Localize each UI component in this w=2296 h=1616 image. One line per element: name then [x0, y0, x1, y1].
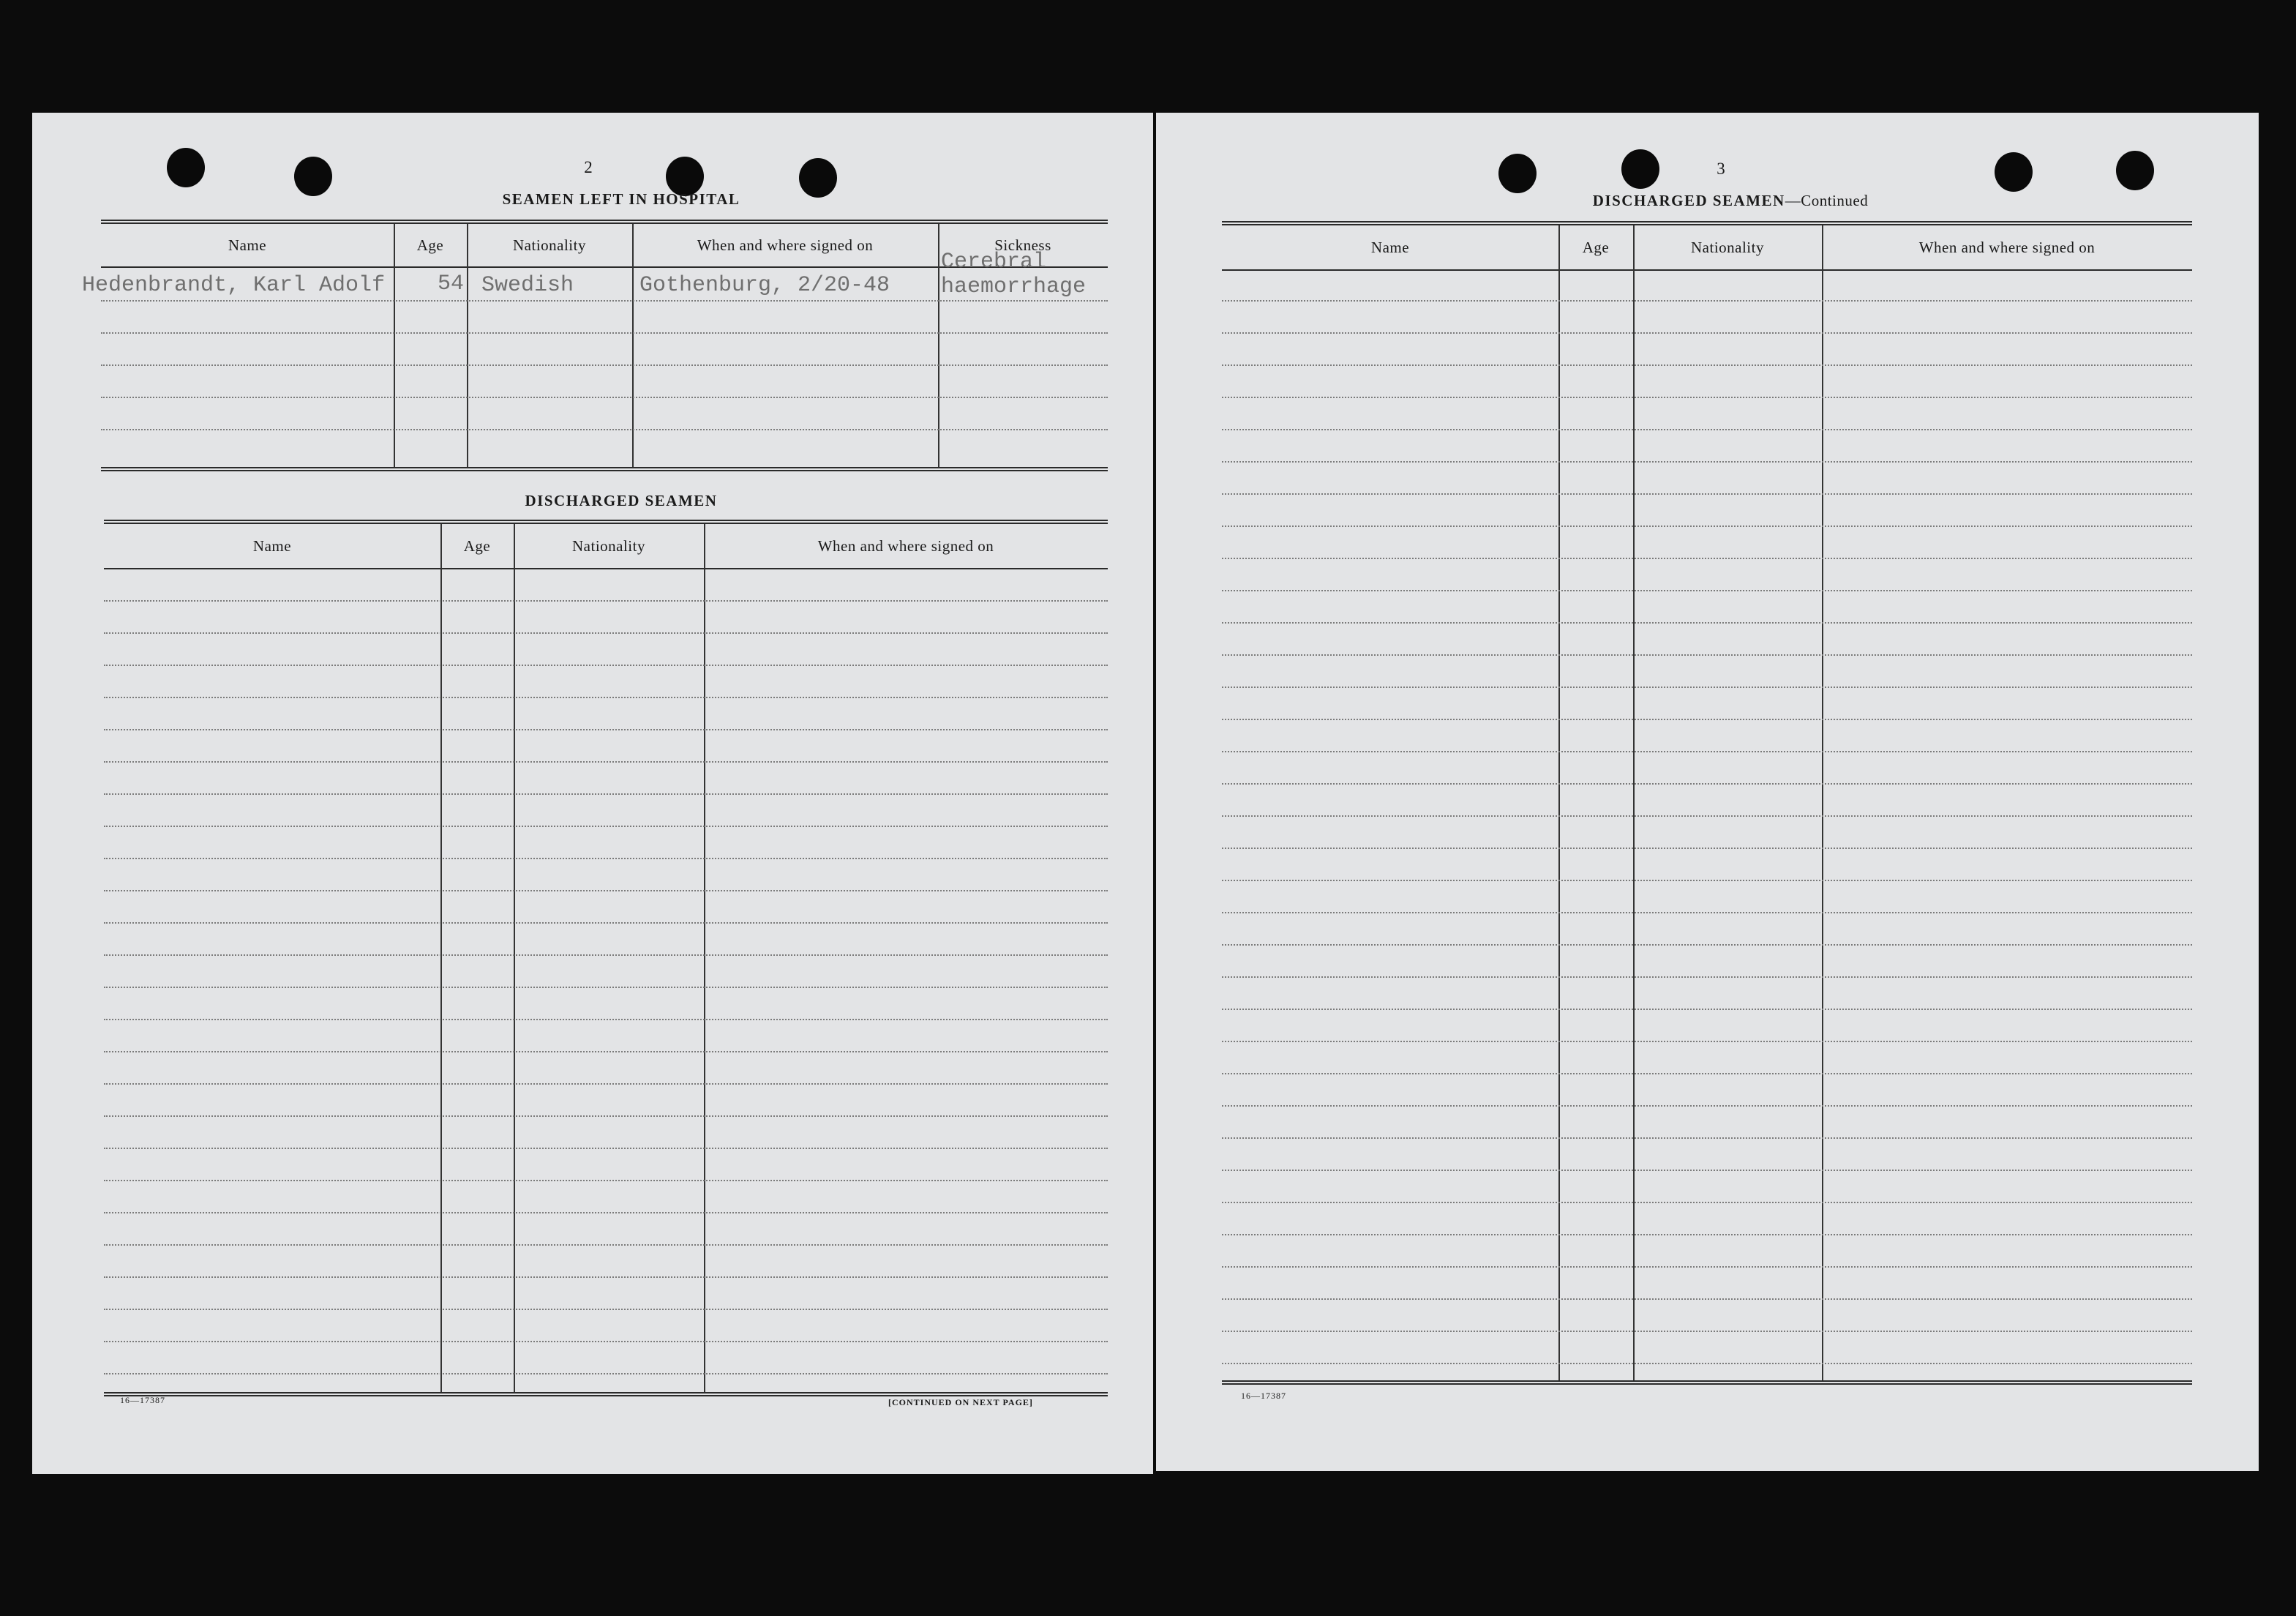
column-header-signed-on: When and where signed on — [817, 536, 994, 555]
punch-hole — [1995, 152, 2033, 192]
column-header-nationality: Nationality — [572, 536, 645, 555]
discharged-continued-header — [1222, 225, 2192, 271]
column-header-age: Age — [416, 236, 444, 254]
seaman-sickness: haemorrhage — [941, 274, 1087, 299]
column-header-age: Age — [1582, 238, 1610, 256]
form-number: 16—17387 — [1241, 1391, 1286, 1401]
punch-hole — [1621, 149, 1659, 189]
continued-note: [CONTINUED ON NEXT PAGE] — [888, 1397, 1033, 1407]
seaman-name: Hedenbrandt, Karl Adolf — [82, 273, 386, 298]
hospital-section-title: SEAMEN LEFT IN HOSPITAL — [502, 190, 740, 208]
right-page — [1156, 113, 2259, 1471]
column-header-age: Age — [463, 536, 491, 555]
page-number: 2 — [584, 158, 593, 176]
column-header-signed-on: When and where signed on — [1918, 238, 2096, 256]
form-number: 16—17387 — [120, 1395, 165, 1405]
discharged-table — [104, 520, 1108, 1396]
discharged-title-main: DISCHARGED SEAMEN — [1592, 192, 1785, 209]
column-header-sickness: Sickness — [994, 236, 1051, 254]
column-header-nationality: Nationality — [513, 236, 586, 254]
punch-hole — [1498, 154, 1537, 193]
page-number: 3 — [1717, 160, 1725, 178]
column-header-name: Name — [252, 536, 292, 555]
seaman-nationality: Swedish — [481, 273, 574, 298]
seaman-signed-on: Gothenburg, 2/20-48 — [639, 273, 890, 298]
seaman-sickness: Cerebral — [941, 250, 1047, 274]
column-header-nationality: Nationality — [1691, 238, 1764, 256]
hospital-table — [82, 220, 1108, 471]
punch-hole — [2116, 151, 2154, 190]
discharged-continued-title — [1449, 192, 2012, 210]
punch-hole — [167, 148, 205, 187]
discharged-table-header — [104, 524, 1108, 569]
column-header-name: Name — [228, 236, 267, 254]
seaman-age: 54 — [438, 272, 465, 296]
column-header-signed-on: When and where signed on — [697, 236, 874, 254]
column-header-name: Name — [1370, 238, 1410, 256]
continued-label: —Continued — [1785, 192, 1869, 209]
discharged-continued-table — [1222, 221, 2192, 1385]
discharged-section-title: DISCHARGED SEAMEN — [525, 492, 718, 509]
left-page — [32, 113, 1153, 1474]
